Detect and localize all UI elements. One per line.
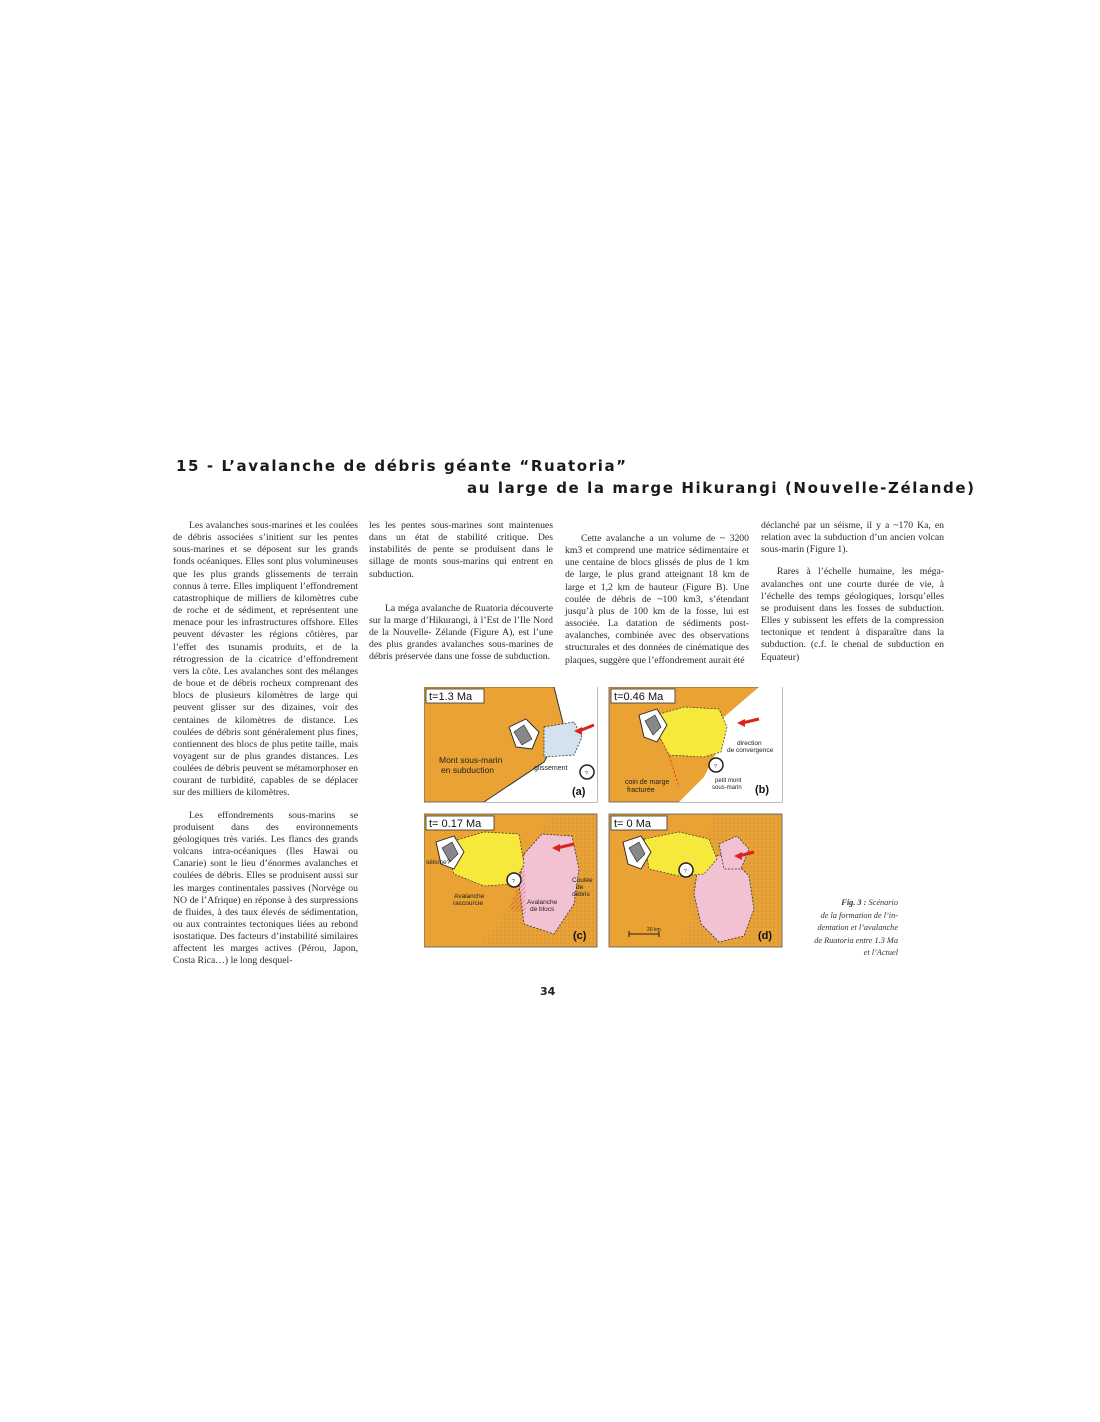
panel-a-label: en subduction bbox=[441, 765, 494, 775]
scale-bar-label: 20 km bbox=[647, 927, 661, 933]
svg-text:?: ? bbox=[714, 764, 717, 770]
paragraph: Les effondrements sous-marins se produisent dans des environnements géologiques très variés. Les flancs des grands volcans intra-océaniques (Iles Hawai ou Canarie) sont le lieu d’énormes avalanches et coulées de débris. Elles se produisent aussi sur les marges continentales passives (Norvège ou NO de l’Afrique) en réponse à des surpressions de fluides, à des taux élevés de sédimentation, ou aux contraintes tectoniques liées au rebond isostatique. Des facteurs d’instabilité similaires affectent les marges actives (Pérou, Japon, Costa Rica…) le long desquel- bbox=[173, 809, 358, 967]
panel-b-letter: (b) bbox=[755, 784, 770, 796]
panel-c-label: de bbox=[576, 884, 584, 891]
panel-c-label: raccourcie bbox=[453, 900, 483, 907]
panel-d bbox=[609, 814, 782, 947]
paragraph: les les pentes sous-marines sont maintenues dans un état de stabilité critique. Des instabilités de pente se produisent dans le sillage de monts sous-marins qui entrent en subduction. bbox=[369, 520, 553, 580]
figure-caption bbox=[788, 897, 898, 960]
paragraph: Cette avalanche a un volume de ~ 3200 km3 et comprend une matrice sédimentaire et une centaine de blocs glissés de plus de 1 km de large, le plus grand atteignant 18 km de large et 1,2 km de hauteur (Figure B). Une coulée de débris de ~100 km3, s’étendant jusqu’à plus de 100 km de la fosse, lui est associée. La datation de sédiments post-avalanches, combinée avec des observations structurales et des données de cinématique des plaques, suggère que l’effondrement aurait été bbox=[565, 533, 749, 666]
panel-c-label: Coulée bbox=[572, 877, 593, 884]
paragraph: Les avalanches sous-marines et les coulées de débris associées s’initient sur les pentes sous-marines et se déposent sur les grands fonds océaniques. Elles sont plus volumineuses que les plus grands glissements de terrain connus à terre. Elles impliquent l’effondrement catastrophique de milliers de kilomètres cube de roche et de sédiment, et représentent une menace pour les infrastructures offshore. Elles peuvent dévaster les régions côtières, par l’effet des tsunamis produits, et de la rétrogression de la cicatrice d’effondrement vers la côte. Les avalanches sont des mélanges de boue et de débris rocheux comprenant des blocs de plusieurs kilomètres de large qui peuvent glisser sur des dizaines, voir des centaines de kilomètres de distance. Les coulées de débris sont généralement plus fines, contiennent des blocs de plus petite taille, mais voyagent sur de plus grandes distances. Les coulées de débris peuvent se métamorphoser en courant de turbidité, capables de se déplacer sur des milliers de kilomètres. bbox=[173, 520, 358, 799]
title-line-2: au large de la marge Hikurangi (Nouvelle-Zélande) bbox=[467, 479, 976, 497]
panel-d-time: t= 0 Ma bbox=[614, 818, 651, 830]
text-column-3 bbox=[565, 533, 749, 677]
panel-a-label: Mont sous-marin bbox=[439, 755, 503, 765]
panel-c bbox=[424, 814, 597, 947]
panel-b-label: de convergence bbox=[727, 747, 774, 754]
panel-a-label: glissement bbox=[534, 765, 568, 772]
figure-panels bbox=[424, 687, 784, 949]
panel-c-label: débris bbox=[572, 891, 590, 898]
text-column-2 bbox=[369, 520, 553, 674]
panel-b-label: fracturée bbox=[627, 787, 655, 794]
panel-c-label: séisme? bbox=[426, 859, 451, 866]
panel-a-letter: (a) bbox=[572, 786, 586, 798]
panel-b-label: direction bbox=[737, 740, 762, 747]
panel-c-label: de blocs bbox=[530, 906, 555, 913]
panel-c-time: t= 0.17 Ma bbox=[429, 818, 482, 830]
panel-b-label: petit mont bbox=[715, 778, 742, 784]
panel-c-letter: (c) bbox=[573, 930, 587, 942]
panel-c-label: Avalanche bbox=[454, 893, 485, 900]
caption-text: et l’Actuel bbox=[863, 948, 898, 957]
paragraph: déclanché par un séisme, il y a ~170 Ka, en relation avec la subduction d’un ancien volcan sous-marin (Figure 1). bbox=[761, 520, 944, 556]
panel-c-label: Avalanche bbox=[527, 899, 558, 906]
svg-text:?: ? bbox=[585, 771, 588, 777]
panel-d-letter: (d) bbox=[758, 930, 773, 942]
caption-text: Scénario bbox=[868, 898, 898, 907]
panel-a bbox=[424, 687, 597, 802]
panel-a-time: t=1.3 Ma bbox=[429, 691, 473, 703]
figure-3 bbox=[424, 687, 784, 954]
panel-b-label: coin de marge bbox=[625, 779, 670, 786]
svg-text:?: ? bbox=[684, 869, 687, 875]
panel-b-label: sous-marin bbox=[712, 785, 742, 791]
svg-text:?: ? bbox=[512, 879, 515, 885]
page-number: 34 bbox=[540, 985, 556, 998]
title-line-1: 15 - L’avalanche de débris géante “Ruatoria” bbox=[176, 457, 628, 475]
panel-b-time: t=0.46 Ma bbox=[614, 691, 664, 703]
text-column-4 bbox=[761, 520, 944, 674]
text-column-1 bbox=[173, 520, 358, 978]
caption-label: Fig. 3 : bbox=[841, 898, 867, 907]
caption-text: de Ruatoria entre 1.3 Ma bbox=[814, 935, 898, 945]
paragraph: La méga avalanche de Ruatoria découverte sur la marge d’Hikurangi, à l’Est de l’Ile Nord de la Nouvelle- Zélande (Figure A), est l’une des plus grandes avalanches sous-marines de débris préservée dans une fosse de subduction. bbox=[369, 602, 553, 663]
caption-text: de la formation de l’in- bbox=[820, 910, 898, 920]
paragraph: Rares à l’échelle humaine, les méga-avalanches ont une courte durée de vie, à l’échelle des temps géologiques, lorsqu’elles se produisent dans les fosses de subduction. Elles y subissent les effets de la compression tectonique et tendent à disparaître dans la subduction. (c.f. le chenal de subduction en Equateur) bbox=[761, 566, 944, 663]
caption-text: dentation et l’avalanche bbox=[817, 923, 898, 932]
panel-b bbox=[609, 687, 782, 802]
